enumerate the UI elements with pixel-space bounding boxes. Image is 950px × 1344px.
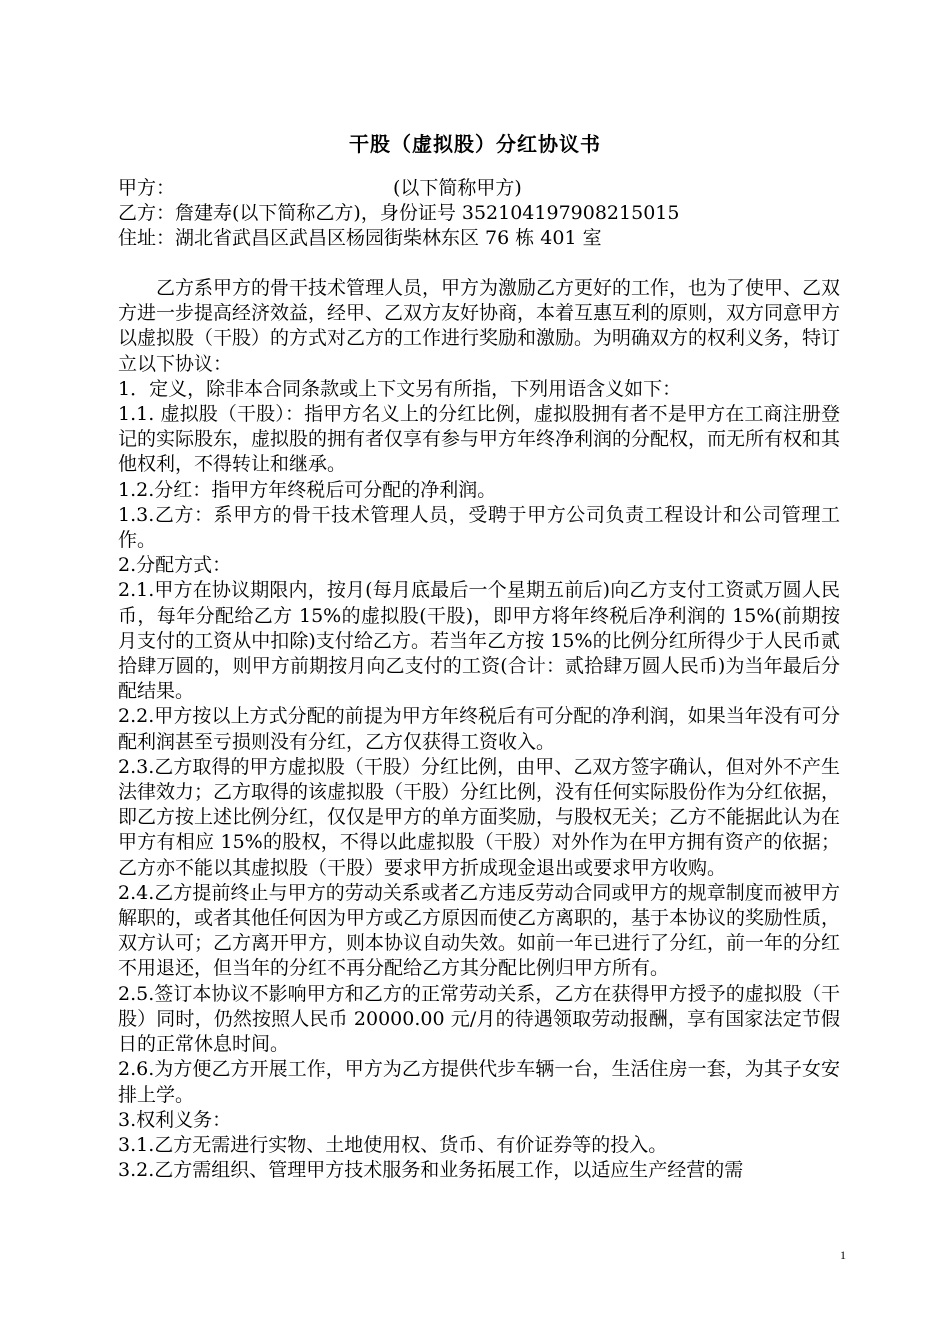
party-a-line: [118, 176, 848, 201]
clause-2-heading: 2.分配方式：: [118, 554, 232, 577]
clause-3-heading: 3.权利义务：: [118, 1108, 232, 1131]
clause-2-3: 2.3.乙方取得的甲方虚拟股（干股）分红比例，由甲、乙双方签字确认，但对外不产生法律效力；乙方取得的该虚拟股（干股）分红比例，没有任何实际股份作为分红依据，即乙方按上述比例分红，仅仅是甲方的单方面奖励，与股权无关；乙方不能据此认为在甲方有相应 15%的股权，不得以此虚拟股（干股）对外作为在甲方拥有资产的依据；乙方亦不能以其虚拟股（干股）要求甲方折成现金退出或要求甲方收购。: [118, 755, 841, 879]
clause-3-1: 3.1.乙方无需进行实物、土地使用权、货币、有价证券等的投入。: [118, 1133, 668, 1156]
clause-1-3: 1.3.乙方：系甲方的骨干技术管理人员，受聘于甲方公司负责工程设计和公司管理工作。: [118, 503, 840, 552]
clause-1-heading: 1．定义，除非本合同条款或上下文另有所指，下列用语含义如下：: [118, 377, 682, 400]
clause-1-2: 1.2.分红：指甲方年终税后可分配的净利润。: [118, 478, 497, 501]
clause-3-2: 3.2.乙方需组织、管理甲方技术服务和业务拓展工作，以适应生产经营的需: [118, 1159, 744, 1182]
clause-1-1: 1.1. 虚拟股（干股）：指甲方名义上的分红比例，虚拟股拥有者不是甲方在工商注册登记的实际股东，虚拟股的拥有者仅享有参与甲方年终净利润的分配权，而无所有权和其他权利，不得转让和继承。: [118, 403, 841, 476]
party-a-suffix: (以下简称甲方): [393, 177, 522, 199]
document-title: 干股（虚拟股）分红协议书: [349, 132, 601, 156]
clause-2-2: 2.2.甲方按以上方式分配的前提为甲方年终税后有可分配的净利润，如果当年没有可分配利润甚至亏损则没有分红，乙方仅获得工资收入。: [118, 705, 840, 753]
clause-2-4: 2.4.乙方提前终止与甲方的劳动关系或者乙方违反劳动合同或甲方的规章制度而被甲方解职的，或者其他任何因为甲方或乙方原因而使乙方离职的，基于本协议的奖励性质，双方认可；乙方离开甲方，则本协议自动失效。如前一年已进行了分红，前一年的分红不用退还，但当年的分红不再分配给乙方其分配比例归甲方所有。: [118, 881, 841, 980]
party-b-line: 乙方：詹建寿(以下简称乙方)，身份证号 352104197908215015: [118, 202, 680, 224]
agreement-body: [118, 276, 840, 1183]
intro-paragraph: 乙方系甲方的骨干技术管理人员，甲方为激励乙方更好的工作，也为了使甲、乙双方进一步提高经济效益，经甲、乙双方友好协商，本着互惠互利的原则，双方同意甲方以虚拟股（干股）的方式对乙方的工作进行奖励和激励。为明确双方的权利义务，特订立以下协议：: [118, 277, 841, 375]
parties-block: [118, 176, 848, 251]
page-number: 1: [840, 1248, 846, 1262]
party-a-label: 甲方：: [118, 177, 176, 199]
clause-2-1: 2.1.甲方在协议期限内，按月(每月底最后一个星期五前后)向乙方支付工资贰万圆人民币，每年分配给乙方 15%的虚拟股(干股)，即甲方将年终税后净利润的 15%(前期按月支付的工资从中扣除)支付给乙方。若当年乙方按 15%的比例分红所得少于人民币贰拾肆万圆的，则甲方前期按月向乙支付的工资(合计：贰拾肆万圆人民币)为当年最后分配结果。: [118, 579, 840, 703]
clause-2-5: 2.5.签订本协议不影响甲方和乙方的正常劳动关系，乙方在获得甲方授予的虚拟股（干股）同时，仍然按照人民币 20000.00 元/月的待遇领取劳动报酬，享有国家法定节假日的正常休息时间。: [118, 982, 840, 1056]
address-line: 住址：湖北省武昌区武昌区杨园街柴林东区 76 栋 401 室: [118, 227, 602, 249]
clause-2-6: 2.6.为方便乙方开展工作，甲方为乙方提供代步车辆一台，生活住房一套，为其子女安排上学。: [118, 1058, 840, 1106]
